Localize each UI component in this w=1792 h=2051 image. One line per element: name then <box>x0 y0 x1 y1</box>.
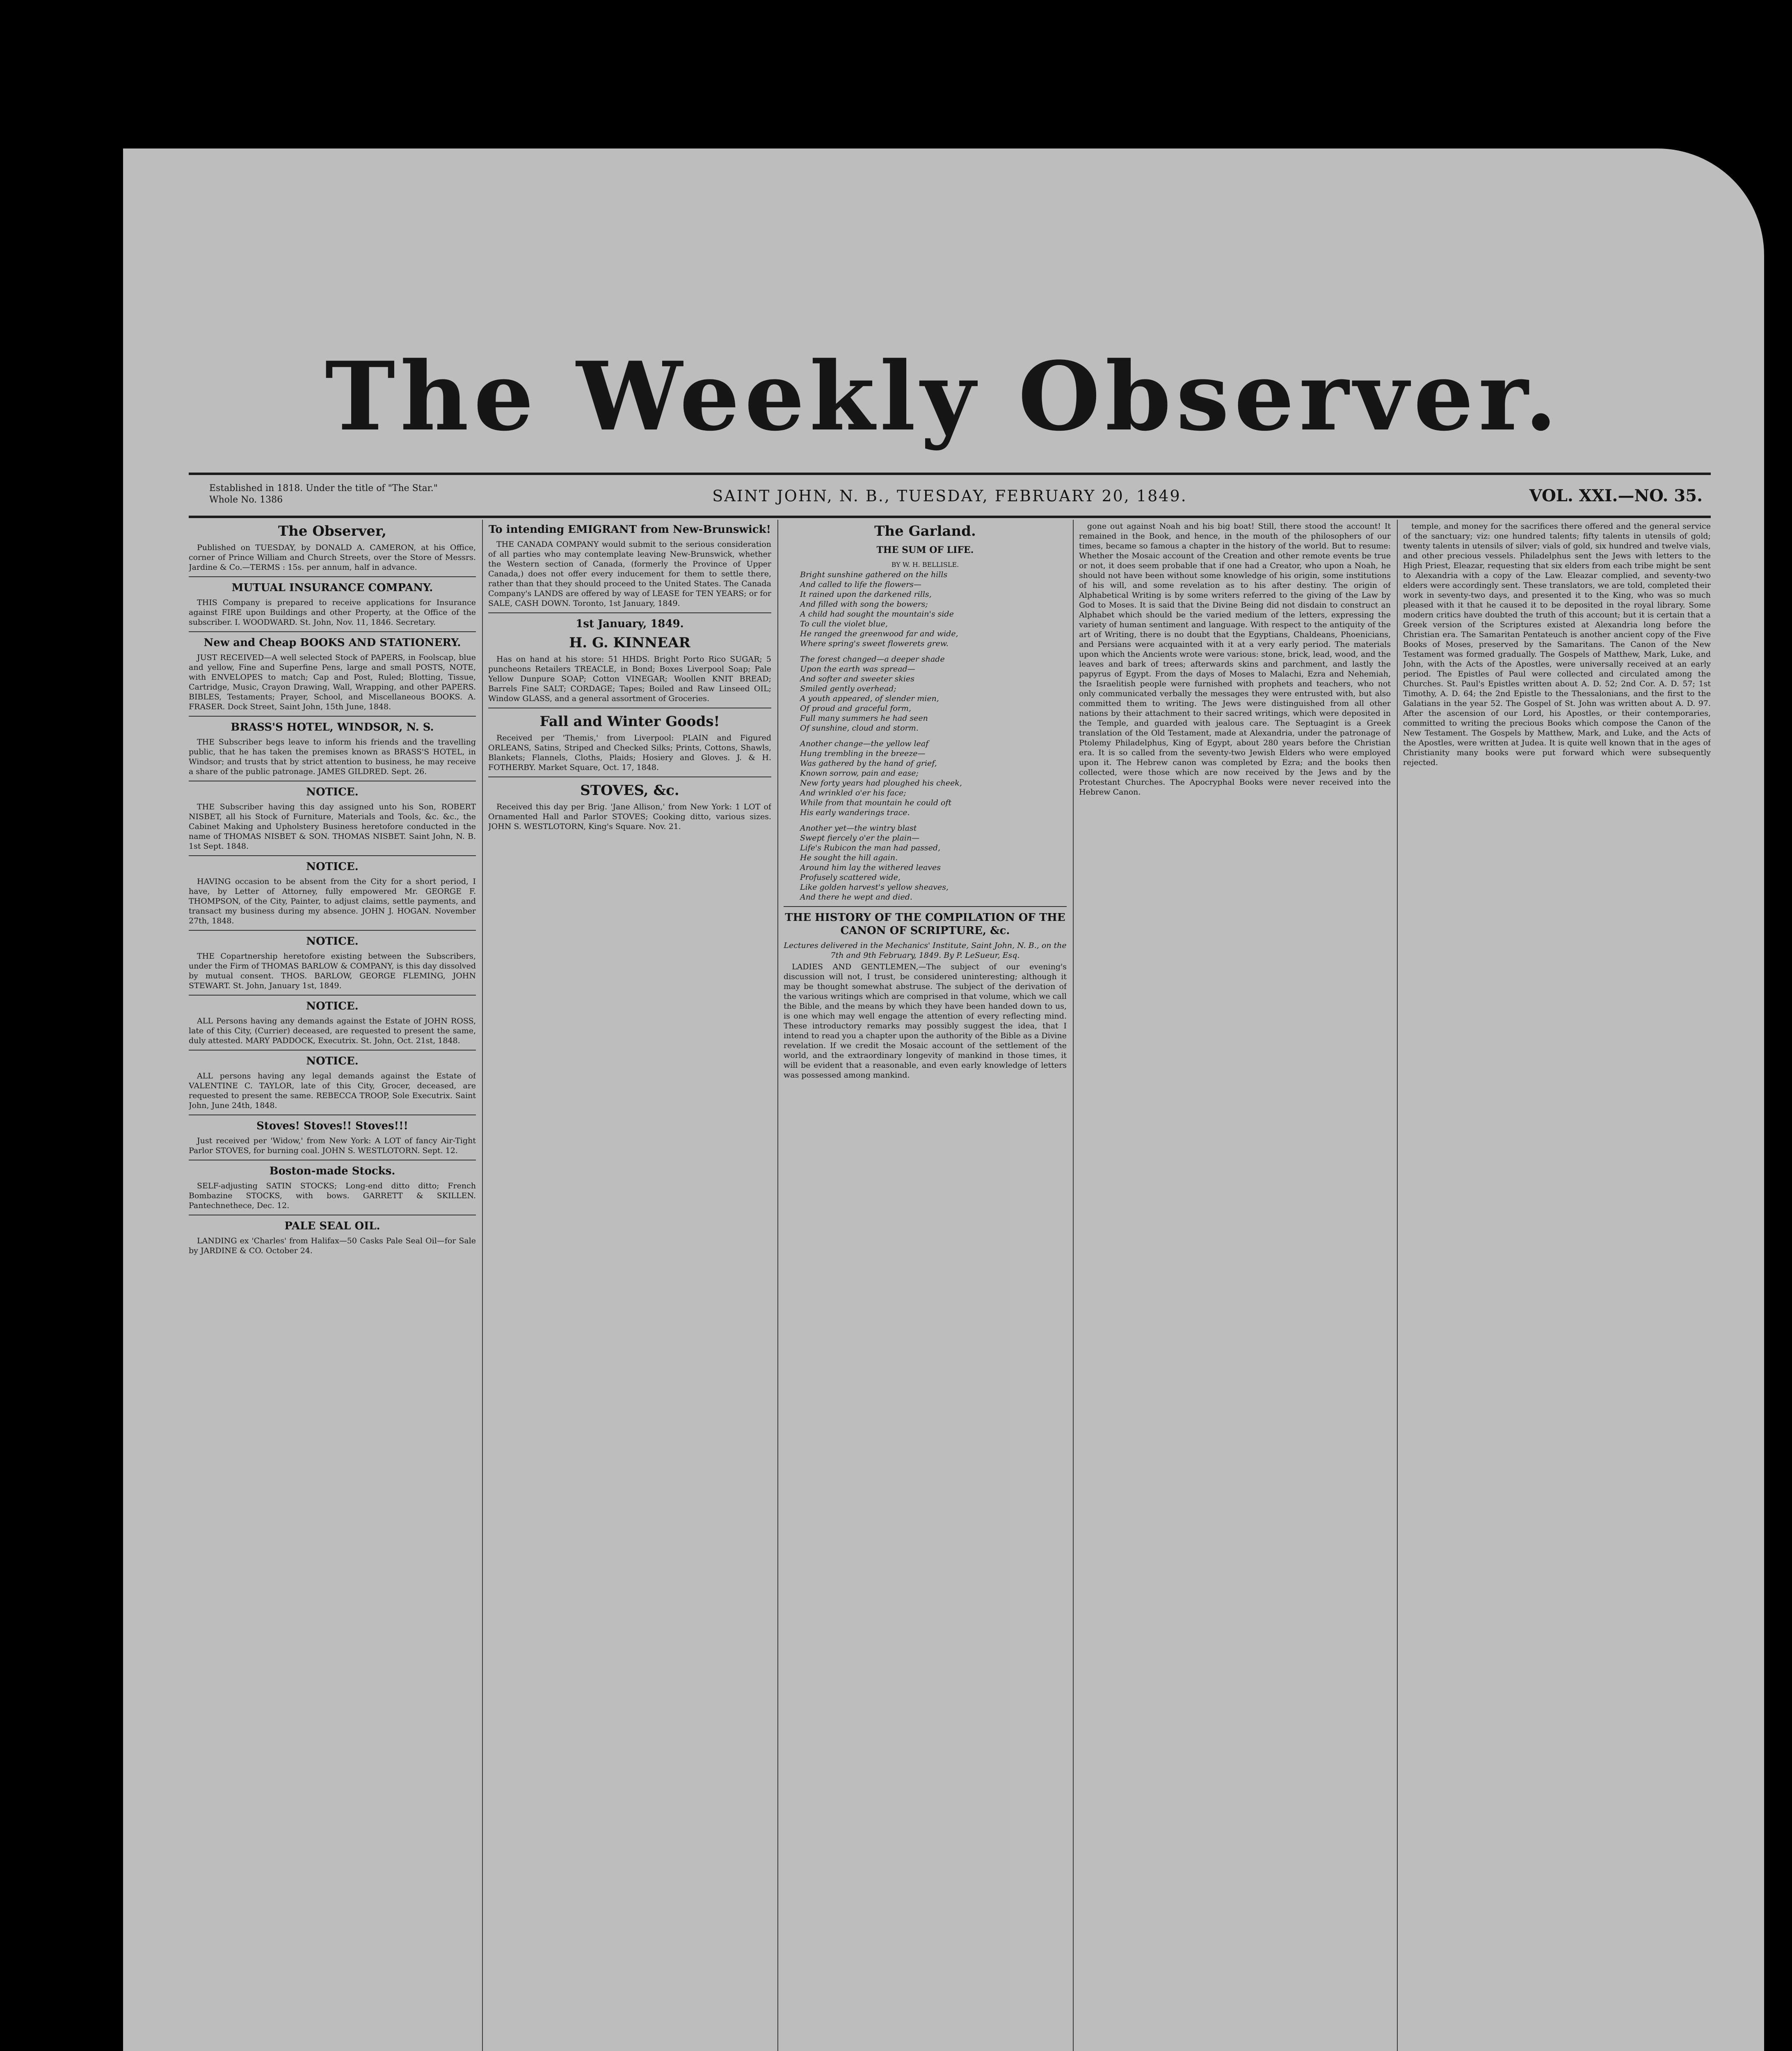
poem-line: Of proud and graceful form, <box>800 704 911 713</box>
column-divider <box>1073 520 1074 2051</box>
poem-line: New forty years had ploughed his cheek, <box>800 779 962 788</box>
poem-line: And softer and sweeter skies <box>800 674 914 683</box>
poem-line: He ranged the greenwood far and wide, <box>800 629 958 638</box>
poem-line: Like golden harvest's yellow sheaves, <box>800 883 949 892</box>
ad-hotel-title: BRASS'S HOTEL, WINDSOR, N. S. <box>231 721 434 733</box>
poem-line: Was gathered by the hand of grief, <box>800 759 937 768</box>
poem <box>784 570 1067 902</box>
notice-5-body: ALL persons having any legal demands against the Estate of VALENTINE C. TAYLOR, late of this City, Grocer, deceased, are requested to present the same. REBECCA TROOP, Sole Executrix. Saint John, June 24th, 1848. <box>189 1071 476 1110</box>
column-1 <box>189 520 476 2051</box>
ad-stocks-body: SELF-adjusting SATIN STOCKS; Long-end ditto ditto; French Bombazine STOCKS, with bows. GARRETT & SKILLEN. Pantechnethece, Dec. 12. <box>189 1181 476 1210</box>
poem-line: Of sunshine, cloud and storm. <box>800 724 919 733</box>
poem-line: And wrinkled o'er his face; <box>800 788 906 797</box>
poem-line: To cull the violet blue, <box>800 619 888 628</box>
article-continued-2: temple, and money for the sacrifices there offered and the general service of the sanctuary; viz: one hundred talents; fifty talents in utensils of gold; twenty talents in utensils of silver; vials of gold, six hundred and twelve vials, and other precious vessels. Philadelphus sent the Jews with letters to the High Priest, Eleazar, requesting that six elders from each tribe might be sent to Alexandria with a copy of the Law. Eleazar complied, and seventy-two elders were accordingly sent. These translators, we are told, completed their work in seventy-two days, and presented it to the King, who was so much pleased with it that he caused it to be deposited in the royal library. Some modern critics have doubted the truth of this account; but it is certain that a Greek version of the Scriptures existed at Alexandria long before the Christian era. The Samaritan Pentateuch is another ancient copy of the Five Books of Moses, preserved by the Samaritans. The Canon of the New Testament was formed gradually. The Gospels of Matthew, Mark, Luke, and John, with the Acts of the Apostles, were universally received at an early period. The Epistles of Paul were collected and circulated among the Churches. St. Paul's Epistles written about A. D. 52; 2nd Cor. A. D. 57; 1st Timothy, A. D. 64; the 2nd Epistle to the Thessalonians, and the first to the Galatians in the year 52. The Gospel of St. John was written about A. D. 97. After the ascension of our Lord, his Apostles, or their contemporaries, committed to writing the precious Books which compose the Canon of the New Testament. The Gospels by Matthew, Mark, and Luke, and the Acts of the Apostles, were written at Judea. It is quite well known that in the ages of Christianity many books were put forward which were subsequently rejected. <box>1403 522 1711 767</box>
newspaper-page <box>123 148 1764 2051</box>
garland-title: The Garland. <box>874 523 976 539</box>
ad-books-title: New and Cheap BOOKS AND STATIONERY. <box>203 637 461 649</box>
ad-insurance-title: MUTUAL INSURANCE COMPANY. <box>231 582 433 594</box>
poem-line: Hung trembling in the breeze— <box>800 749 926 758</box>
poem-line: Around him lay the withered leaves <box>800 863 941 872</box>
poem-line: He sought the hill again. <box>800 853 898 862</box>
notice-2-body: HAVING occasion to be absent from the City for a short period, I have, by Letter of Attorney, fully empowered Mr. GEORGE F. THOMPSON, of the City, Painter, to adjust claims, settle payments, and transact my business during my absence. JOHN J. HOGAN. November 27th, 1848. <box>189 877 476 925</box>
poem-line: And called to life the flowers— <box>800 580 921 589</box>
ad-emigrant-title: To intending EMIGRANT from New-Brunswick! <box>489 523 771 536</box>
poem-line: Where spring's sweet flowerets grew. <box>800 639 949 648</box>
article-subtitle: Lectures delivered in the Mechanics' Institute, Saint John, N. B., on the 7th and 9th February, 1849. By P. LeSueur, Esq. <box>784 941 1067 960</box>
established-text: Established in 1818. Under the title of "The Star." <box>209 483 438 493</box>
ad-hotel-body: THE Subscriber begs leave to inform his friends and the travelling public, that he has taken the premises known as BRASS'S HOTEL, in Windsor; and trusts that by strict attention to business, he may receive a share of the public patronage. JAMES GILDRED. Sept. 26. <box>189 738 476 776</box>
masthead-rule-top <box>189 473 1711 475</box>
notice-5-title: NOTICE. <box>306 1055 359 1067</box>
notice-4-title: NOTICE. <box>306 1000 359 1012</box>
column-divider <box>1397 520 1398 2051</box>
ad-fall-goods-title: Fall and Winter Goods! <box>539 713 720 730</box>
poem-line: Swept fiercely o'er the plain— <box>800 834 920 843</box>
notice-3-body: THE Copartnership heretofore existing between the Subscribers, under the Firm of THOMAS BARLOW & COMPANY, is this day dissolved by mutual consent. THOS. BARLOW, GEORGE FLEMING, JOHN STEWART. St. John, January 1st, 1849. <box>189 952 476 990</box>
poem-line: Another yet—the wintry blast <box>800 824 917 833</box>
column-2 <box>488 520 771 2051</box>
ad-stoves-body: Just received per 'Widow,' from New York: A LOT of fancy Air-Tight Parlor STOVES, for burning coal. JOHN S. WESTLOTORN. Sept. 12. <box>189 1136 476 1155</box>
poem-title: THE SUM OF LIFE. <box>876 545 974 555</box>
poem-line: Full many summers he had seen <box>800 714 928 723</box>
column-divider <box>482 520 483 2051</box>
poem-line: A youth appeared, of slender mien, <box>800 694 939 703</box>
ad-kinnear-body: Has on hand at his store: 51 HHDS. Bright Porto Rico SUGAR; 5 puncheons Retailers TREACLE, in Bond; Boxes Liverpool Soap; Pale Yellow Dunpure SOAP; Cotton VINEGAR; Woollen KNIT BREAD; Barrels Fine SALT; CORDAGE; Tapes; Boiled and Raw Linseed OIL; Window GLASS, and a general assortment of Groceries. <box>488 655 771 703</box>
ad-seal-oil-body: LANDING ex 'Charles' from Halifax—50 Casks Pale Seal Oil—for Sale by JARDINE & CO. October 24. <box>189 1236 476 1255</box>
article-body: LADIES AND GENTLEMEN,—The subject of our evening's discussion will not, I trust, be considered uninteresting; although it may be thought somewhat abstruse. The subject of the derivation of the various writings which are comprised in that volume, which we call the Bible, and the means by which they have been handed down to us, is one which may well engage the attention of every reflecting mind. These introductory remarks may possibly suggest the idea, that I intend to read you a chapter upon the authority of the Bible as a Divine revelation. If we credit the Mosaic account of the settlement of the world, and the extraordinary longevity of mankind in those times, it will be evident that a reasonable, and even early knowledge of letters was possessed among mankind. <box>784 962 1067 1080</box>
poem-line: Bright sunshine gathered on the hills <box>800 570 948 579</box>
masthead-rule-bottom <box>189 516 1711 518</box>
poem-line: Upon the earth was spread— <box>800 665 915 674</box>
article-title: THE HISTORY OF THE COMPILATION OF THE CANON OF SCRIPTURE, &c. <box>785 911 1065 937</box>
ad-books-body: JUST RECEIVED—A well selected Stock of PAPERS, in Foolscap, blue and yellow, Fine and Superfine Pens, large and small POSTS, NOTE, with ENVELOPES to match; Cap and Post, Ruled; Blotting, Tissue, Cartridge, Music, Crayon Drawing, Wall, Wrapping, and other PAPERS. BIBLES, Testaments; Prayer, School, and Miscellaneous BOOKS. A. FRASER. Dock Street, Saint John, 15th June, 1848. <box>189 653 476 711</box>
poem-line: Life's Rubicon the man had passed, <box>800 843 941 852</box>
column-divider <box>777 520 778 2051</box>
column-3 <box>784 520 1067 2051</box>
poem-line: His early wanderings trace. <box>800 808 910 817</box>
poem-line: And there he wept and died. <box>800 893 912 902</box>
ad-stocks-title: Boston-made Stocks. <box>269 1165 395 1177</box>
notice-1-title: NOTICE. <box>306 786 359 798</box>
observer-title: The Observer, <box>278 523 387 539</box>
poem-author: BY W. H. BELLISLE. <box>891 561 959 569</box>
notice-2-title: NOTICE. <box>306 861 359 873</box>
poem-line: It rained upon the darkened rills, <box>800 590 932 599</box>
notice-4-body: ALL Persons having any demands against the Estate of JOHN ROSS, late of this City, (Currier) deceased, are requested to present the same, duly attested. MARY PADDOCK, Executrix. St. John, Oct. 21st, 1848. <box>189 1016 476 1045</box>
poem-line: The forest changed—a deeper shade <box>800 655 945 664</box>
poem-line: And filled with song the bowers; <box>800 600 928 609</box>
ad-emigrant-body: THE CANADA COMPANY would submit to the serious consideration of all parties who may contemplate leaving New-Brunswick, whether the Western section of Canada, (formerly the Province of Upper Canada,) does not offer every inducement for them to settle there, rather than that they should proceed to the United States. The Canada Company's LANDS are offered by way of LEASE for TEN YEARS; or for SALE, CASH DOWN. Toronto, 1st January, 1849. <box>488 540 771 608</box>
ad-insurance-body: THIS Company is prepared to receive applications for Insurance against FIRE upon Buildings and other Property, at the Office of the subscriber. I. WOODWARD. St. John, Nov. 11, 1846. Secretary. <box>189 598 476 627</box>
ad-stoves-2-title: STOVES, &c. <box>580 782 679 799</box>
poem-line: Smiled gently overhead; <box>800 684 896 693</box>
notice-1-body: THE Subscriber having this day assigned unto his Son, ROBERT NISBET, all his Stock of Furniture, Materials and Tools, &c. &c., the Cabinet Making and Upholstery Business heretofore conducted in the name of THOMAS NISBET & SON. THOMAS NISBET. Saint John, N. B. 1st Sept. 1848. <box>189 802 476 851</box>
ad-seal-oil-title: PALE SEAL OIL. <box>284 1220 380 1232</box>
ad-kinnear-date: 1st January, 1849. <box>576 618 684 630</box>
dateline <box>189 483 1711 512</box>
ad-stoves-2-body: Received this day per Brig. 'Jane Allison,' from New York: 1 LOT of Ornamented Hall and Parlor STOVES; Cooking ditto, various sizes. JOHN S. WESTLOTORN, King's Square. Nov. 21. <box>488 802 771 831</box>
ad-kinnear-title: H. G. KINNEAR <box>569 635 690 651</box>
poem-line: A child had sought the mountain's side <box>800 610 954 619</box>
place-date: SAINT JOHN, N. B., TUESDAY, FEBRUARY 20, 1849. <box>712 487 1187 505</box>
poem-line: Profusely scattered wide, <box>800 873 901 882</box>
volume-number: VOL. XXI.—NO. 35. <box>1529 486 1703 505</box>
column-5 <box>1403 520 1711 2051</box>
poem-line: While from that mountain he could oft <box>800 798 952 807</box>
masthead-title: The Weekly Observer. <box>325 341 1562 452</box>
poem-line: Known sorrow, pain and ease; <box>800 769 919 778</box>
whole-number: Whole No. 1386 <box>209 495 283 505</box>
notice-3-title: NOTICE. <box>306 935 359 948</box>
ad-stoves-title: Stoves! Stoves!! Stoves!!! <box>256 1120 408 1132</box>
article-continued: gone out against Noah and his big boat! Still, there stood the account! It remained in the Book, and hence, in the mouth of the philosophers of our times, became so famous a chapter in the history of the world. But to resume: Whether the Mosaic account of the Creation and other remote events be true or not, it does seem probable that if one had a Creator, who upon a Noah, he should not have been without some knowledge of his origin, some institutions of his will, and some revelation as to his after destiny. The origin of Alphabetical Writing is by some writers referred to the giving of the Law by God to Moses. It is said that the Divine Being did not disdain to construct an Alphabet which should be the varied medium of the letters, expressing the variety of human sentiment and language. With respect to the antiquity of the art of Writing, there is no doubt that the Egyptians, Chaldeans, Phoenicians, and Persians were acquainted with it at a very early period. The materials upon which the Ancients wrote were various: stone, brick, lead, wood, and the leaves and bark of trees; afterwards skins and parchment, and lastly the papyrus of Egypt. From the days of Moses to Malachi, Ezra and Nehemiah, the Israelitish people were furnished with prophets and teachers, who not only communicated verbally the messages they were entrusted with, but also committed them to writing. The Jews were distinguished from all other nations by their attachment to their sacred writings, which were deposited in the Temple, and guarded with jealous care. The Septuagint is a Greek translation of the Old Testament, made at Alexandria, under the patronage of Ptolemy Philadelphus, King of Egypt, about 280 years before the Christian era. It is so called from the seventy-two Jewish Elders who were employed upon it. The Hebrew canon was completed by Ezra; and the books then collected, were those which are now received by the Jews and by the Protestant Churches. The Apocryphal Books were never received into the Hebrew Canon. <box>1079 522 1391 797</box>
ad-fall-goods-body: Received per 'Themis,' from Liverpool: PLAIN and Figured ORLEANS, Satins, Striped and Checked Silks; Prints, Cottons, Shawls, Blankets; Flannels, Cloths, Plaids; Hosiery and Gloves. J. & H. FOTHERBY. Market Square, Oct. 17, 1848. <box>488 733 771 772</box>
publish-note: Published on TUESDAY, by DONALD A. CAMERON, at his Office, corner of Prince William and Church Streets, over the Store of Messrs. Jardine & Co.—TERMS : 15s. per annum, half in advance. <box>189 543 476 572</box>
poem-line: Another change—the yellow leaf <box>800 739 929 748</box>
column-4 <box>1079 520 1391 2051</box>
